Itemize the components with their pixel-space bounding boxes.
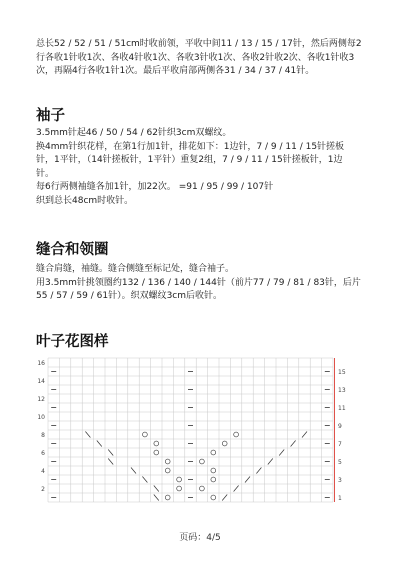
yarn-over-symbol <box>211 495 216 500</box>
sleeve-line: 3.5mm针起46 / 50 / 54 / 62针织3cm双螺纹。 <box>36 128 232 138</box>
ssk-decrease-symbol <box>108 450 113 456</box>
seam-line: 缝合肩缝，袖缝。缝合侧缝至标记处，缝合袖子。 <box>36 264 235 274</box>
row-number-right: 9 <box>338 423 342 431</box>
k2tog-decrease-symbol <box>291 441 296 447</box>
yarn-over-symbol <box>165 468 170 473</box>
row-number-right: 3 <box>338 477 342 485</box>
intro-line: 行各收1针收1次、各收4针收1次、各收3针收1次、各收2针收2次、各收1针收3 <box>36 52 355 63</box>
row-number-left: 10 <box>37 414 45 422</box>
seam-line: 55 / 57 / 59 / 61针）。织双螺纹3cm后收针。 <box>36 291 223 301</box>
ssk-decrease-symbol <box>108 459 113 465</box>
yarn-over-symbol <box>211 468 216 473</box>
yarn-over-symbol <box>200 459 205 464</box>
ssk-decrease-symbol <box>85 432 90 438</box>
sleeve-line: 每6行两侧袖缝各加1针，加22次。 =91 / 95 / 99 / 107针 <box>36 182 274 192</box>
yarn-over-symbol <box>177 477 182 482</box>
intro-line: 次，再隔4行各收1针1次。最后平收肩部两侧各31 / 34 / 37 / 41针。 <box>36 66 315 76</box>
sleeve-line: 针，1平针，（14针搓板针，1平针）重复2组，7 / 9 / 11 / 15针搓板针，1边 <box>36 155 343 165</box>
sleeve-heading: 袖子 <box>36 108 65 124</box>
k2tog-decrease-symbol <box>234 486 239 492</box>
sleeve-line: 换4mm针织花样，在第1行加1针，排花如下：1边针，7 / 9 / 11 / 15针搓板 <box>36 141 345 152</box>
row-number-left: 6 <box>41 450 45 458</box>
page-number: 页码：4/5 <box>179 533 221 543</box>
k2tog-decrease-symbol <box>279 450 284 456</box>
yarn-over-symbol <box>165 459 170 464</box>
ssk-decrease-symbol <box>154 486 159 492</box>
yarn-over-symbol <box>154 441 159 446</box>
row-number-right: 5 <box>338 459 342 467</box>
yarn-over-symbol <box>200 486 205 491</box>
seam-line: 用3.5mm针挑领圈约132 / 136 / 140 / 144针（前片77 / 79 / 81 / 83针，后片 <box>36 277 361 288</box>
row-number-left: 4 <box>41 468 45 476</box>
intro-line: 总长52 / 52 / 51 / 51cm时收前领，平收中间11 / 13 / 15 / 17针，然后两侧每2 <box>36 39 362 49</box>
row-number-left: 8 <box>41 432 45 440</box>
ssk-decrease-symbol <box>154 495 159 501</box>
k2tog-decrease-symbol <box>268 459 273 465</box>
sleeve-paragraph <box>36 127 366 208</box>
yarn-over-symbol <box>143 432 148 437</box>
row-number-left: 2 <box>41 486 45 494</box>
ssk-decrease-symbol <box>97 441 102 447</box>
row-number-right: 11 <box>338 405 346 413</box>
yarn-over-symbol <box>177 486 182 491</box>
yarn-over-symbol <box>222 441 227 446</box>
k2tog-decrease-symbol <box>302 432 307 438</box>
ssk-decrease-symbol <box>131 468 136 474</box>
yarn-over-symbol <box>165 495 170 500</box>
row-number-right: 1 <box>338 495 342 503</box>
seam-heading: 缝合和领圈 <box>36 242 109 258</box>
sleeve-line: 织到总长48cm时收针。 <box>36 195 134 206</box>
row-number-left: 12 <box>37 396 45 404</box>
yarn-over-symbol <box>211 450 216 455</box>
row-number-right: 15 <box>338 369 346 377</box>
yarn-over-symbol <box>154 450 159 455</box>
k2tog-decrease-symbol <box>245 477 250 483</box>
k2tog-decrease-symbol <box>256 468 261 474</box>
seam-paragraph <box>36 263 366 304</box>
ssk-decrease-symbol <box>142 477 147 483</box>
row-number-right: 7 <box>338 441 342 449</box>
knitting-chart <box>36 356 346 516</box>
intro-paragraph <box>36 38 366 79</box>
yarn-over-symbol <box>234 432 239 437</box>
yarn-over-symbol <box>211 477 216 482</box>
row-number-left: 16 <box>37 360 45 368</box>
sleeve-line: 针。 <box>36 168 55 179</box>
row-number-right: 13 <box>338 387 346 395</box>
row-number-left: 14 <box>37 378 45 386</box>
chart-heading: 叶子花图样 <box>36 334 109 350</box>
k2tog-decrease-symbol <box>222 495 227 501</box>
